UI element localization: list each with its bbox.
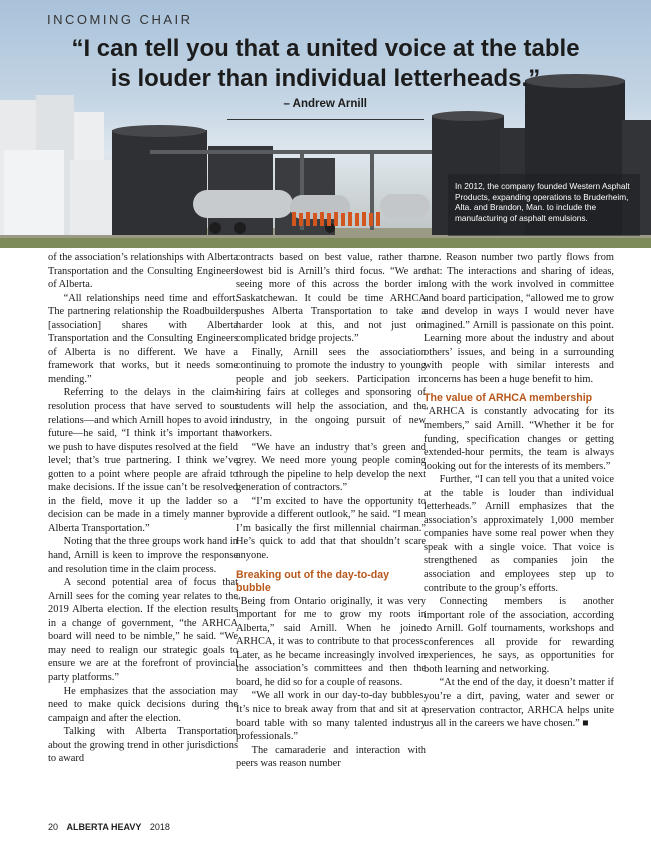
paragraph: of the association’s relationships with Alberta Transportation and the Consulting Engineers of Alberta. [48, 252, 238, 291]
quote-author: – Andrew Arnill [283, 98, 367, 110]
hero-photo [0, 0, 651, 248]
paragraph: Further, “I can tell you that a united voice at the table is louder than individual letterheads.” Arnill emphasizes that the association’s approximately 1,000 member companies have some real power when they speak with a single voice. That voice is strengthened as companies join the association and employees step up to contribute to the group’s efforts. [424, 474, 614, 594]
publication-year: 2018 [149, 822, 170, 832]
paragraph: “We have an industry that’s green and grey. We need more young people coming through the pipeline to help develop the next generation of contractors.” [236, 441, 426, 494]
pull-quote-line: is louder than individual letterheads.” [110, 65, 541, 92]
paragraph: Connecting members is another important role of the association, according to Arnill. Golf tournaments, workshops and conferences all provide for rewarding experiences, he says, as opportunities for both learning and networking. [424, 596, 614, 675]
paragraph: “Being from Ontario originally, it was very important for me to grow my roots in Alberta,” said Arnill. When he joined ARHCA, it was to contribute to that process. Later, as he became increasingly involved in the association’s committees and then the board, he did so for a couple of reasons. [236, 595, 426, 688]
paragraph: “I’m excited to have the opportunity to provide a different outlook,” he said. “I mean I’m basically the first millennial chairman.” He’s quick to add that that shouldn’t scare anyone. [236, 495, 426, 562]
paragraph: He emphasizes that the association may need to make quick decisions during the campaign and after the election. [48, 685, 238, 724]
subheading: The value of ARHCA membership [424, 392, 593, 405]
article-column-2 [236, 251, 426, 771]
photo-caption: In 2012, the company founded Western Asphalt Products, expanding operations to Bruderheim, Alta. and Brandon, Man. to include the manufacturing of asphalt emulsions. [455, 181, 630, 223]
paragraph: “We all work in our day-to-day bubbles. It’s nice to break away from that and sit at a board table with so many talented industry professionals.” [236, 690, 426, 743]
pull-quote-line: “I can tell you that a united voice at the table [71, 35, 580, 62]
subheading: Breaking out of the day-to-day bubble [236, 568, 390, 594]
page-footer [48, 822, 170, 832]
page-number: 20 [48, 822, 59, 832]
paragraph: one. Reason number two partly flows from that: The interactions and sharing of ideas, along with the work involved in committee and board participation, “allowed me to grow and develop in ways I would never have imagined.” Arnill is passionate on this point. Learning more about the industry and about others’ issues, and being in a surrounding with people with similar interests and concerns has been a huge benefit to him. [424, 252, 614, 385]
article-column-1 [48, 251, 238, 766]
paragraph: Referring to the delays in the claim-resolution process that have served to sour relations—and which Arnill hopes to avoid in future—he said, “I think it’s important that we push to have disputes resolved at the field level; that’s true partnering. I think we’ve gotten to a point where people are afraid to make decisions. If the issue can’t be resolved in the field, move it up the ladder so a decision can be made in a timely manner by Alberta Transportation.” [48, 387, 238, 534]
article-column-3 [424, 251, 614, 731]
quote-divider [227, 119, 424, 120]
paragraph: “ARHCA is constantly advocating for its members,” said Arnill. “Whether it be for funding, specification changes or getting extended-hour permits, the team is always looking out for the interests of its members.” [424, 406, 614, 472]
paragraph: Noting that the three groups work hand in hand, Arnill is keen to improve the response and resolution time in the claim process. [48, 536, 238, 575]
paragraph: contracts based on best value, rather than lowest bid is Arnill’s third focus. “We are seeing more of this across the border in Saskatchewan. It could be time ARHCA pushes Alberta Transportation to take a harder look at this, and not just on complicated bridge projects.” [236, 252, 426, 345]
paragraph: “All relationships need time and effort. The partnering relationship the Roadbuilders [association] shares with Alberta Transportation and the Consulting Engineers of Alberta is no different. We have a framework that works, but it needs some mending.” [48, 292, 238, 385]
pull-quote [60, 34, 591, 94]
section-label: INCOMING CHAIR [47, 12, 193, 27]
paragraph: Talking with Alberta Transportation about the growing trend in other jurisdictions to award [48, 726, 238, 765]
publication-name: ALBERTA HEAVY [66, 822, 142, 832]
paragraph: Finally, Arnill sees the association continuing to promote the industry to young people and job seekers. Participation in hiring fairs at colleges and sponsoring of students will help the association, and the industry, in the ongoing pursuit of new workers. [236, 346, 426, 440]
paragraph: “At the end of the day, it doesn’t matter if you’re a dirt, paving, water and sewer or preservation contractor, ARHCA helps unite us all in the careers we have chosen.” ■ [424, 677, 614, 730]
paragraph: The camaraderie and interaction with peers was reason number [236, 744, 426, 770]
paragraph: A second potential area of focus that Arnill sees for the coming year relates to the 2019 Alberta election. If the election results in a change of government, “the ARHCA board will need to be nimble,” he said. “We may need to realign our strategic goals to ensure we are at the forefront of provincial party platforms.” [48, 577, 238, 683]
